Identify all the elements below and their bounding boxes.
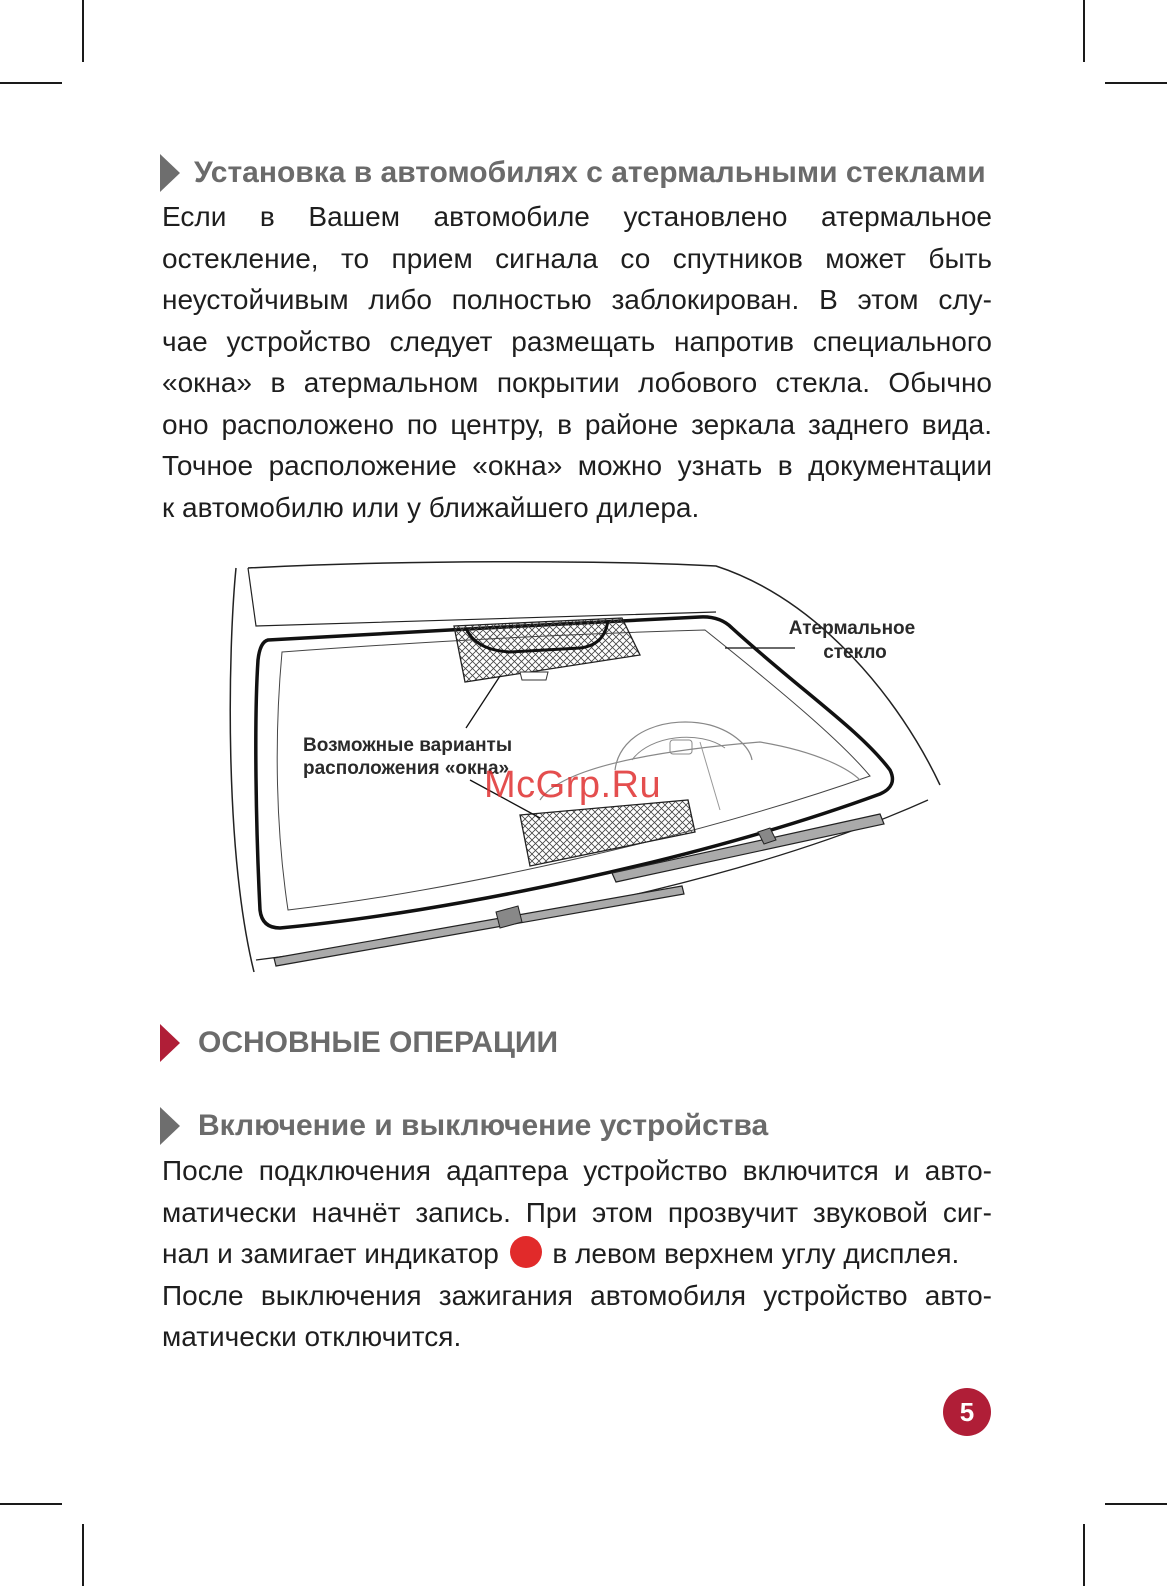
- section-title: Установка в автомобилях с атермальными стеклами: [194, 156, 986, 189]
- paragraph-line: чае устройство следует размещать напротив специального: [162, 325, 992, 357]
- recording-indicator-icon: [510, 1236, 542, 1268]
- section-title: ОСНОВНЫЕ ОПЕРАЦИИ: [198, 1026, 559, 1059]
- label-window-options: расположения «окна»: [303, 758, 510, 779]
- paragraph-line: После подключения адаптера устройство включится и авто-: [162, 1155, 992, 1186]
- window-area-bottom: [520, 800, 695, 866]
- car-body-outline: [230, 568, 254, 972]
- section-title: Включение и выключение устройства: [198, 1109, 769, 1142]
- roof-inner-line: [248, 568, 716, 626]
- callout-line: [466, 676, 500, 728]
- section-heading-basic-operations: [160, 1022, 558, 1064]
- bullet-triangle-icon: [160, 1024, 180, 1062]
- paragraph-line: неустойчивым либо полностью заблокирован. В этом слу-: [162, 284, 992, 315]
- paragraph-text: в левом верхнем углу дисплея.: [552, 1238, 960, 1269]
- page-number: 5: [943, 1388, 991, 1436]
- paragraph-line: матически отключится.: [162, 1321, 462, 1352]
- paragraph-line: оно расположено по центру, в районе зеркала заднего вида.: [162, 408, 992, 440]
- power-paragraph: [162, 1150, 992, 1358]
- watermark: McGrp.Ru: [484, 764, 662, 806]
- paragraph-line: [162, 1233, 992, 1275]
- paragraph-line: Точное расположение «окна» можно узнать в документации: [162, 450, 992, 481]
- label-athermal-glass: стекло: [823, 642, 887, 663]
- paragraph-line: к автомобилю или у ближайшего дилера.: [162, 491, 700, 523]
- bullet-triangle-icon: [160, 1107, 180, 1145]
- paragraph-line: Если в Вашем автомобиле установлено атермальное: [162, 201, 992, 232]
- paragraph-line: После выключения зажигания автомобиля устройство авто-: [162, 1279, 992, 1311]
- paragraph-text: нал и замигает индикатор: [162, 1238, 499, 1269]
- paragraph-line: «окна» в атермальном покрытии лобового стекла. Обычно: [162, 367, 992, 398]
- label-window-options: Возможные варианты: [303, 735, 513, 756]
- paragraph-line: остекление, то прием сигнала со спутников может быть: [162, 242, 992, 274]
- paragraph-line: матически начнёт запись. При этом прозвучит звуковой сиг-: [162, 1196, 992, 1228]
- section-heading-power: [160, 1105, 768, 1147]
- steering-wheel: [615, 722, 752, 770]
- label-athermal-glass: Атермальное: [788, 618, 916, 639]
